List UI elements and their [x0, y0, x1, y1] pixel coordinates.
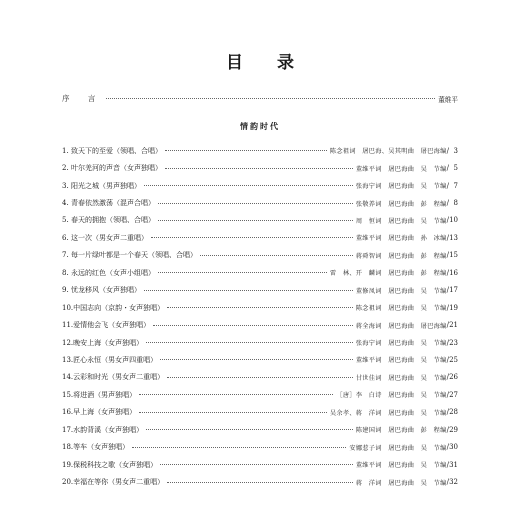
- toc-entry[interactable]: [62, 438, 458, 455]
- page-separator: /: [446, 164, 449, 173]
- toc-entry[interactable]: [62, 386, 458, 403]
- page-title: 目 录: [226, 53, 308, 73]
- entry-page: 3: [453, 146, 458, 155]
- entry-page: 17: [449, 286, 458, 295]
- entry-page: 31: [449, 460, 458, 469]
- entry-number: 11.: [62, 321, 74, 330]
- entry-credits: 董维平词 屠巴海曲 吴 节编: [355, 165, 447, 173]
- dot-leader: [167, 482, 353, 483]
- dot-leader: [200, 255, 353, 256]
- entry-page: 30: [449, 443, 458, 452]
- page-separator: /: [446, 251, 449, 260]
- entry-credits: 张敬养词 屠巴海曲 彭 程编: [355, 200, 447, 208]
- entry-page: 19: [449, 303, 458, 312]
- entry-title: 等车（女声独唱）: [73, 443, 130, 452]
- entry-page: 32: [449, 478, 458, 487]
- entry-title: 水韵背溪（女声独唱）: [73, 425, 144, 434]
- entry-page: 16: [449, 268, 458, 277]
- entry-page: 27: [449, 390, 458, 399]
- entry-credits: 蒋 洋词 屠巴海曲 吴 节编: [355, 479, 447, 487]
- dot-leader: [165, 168, 353, 169]
- entry-number: 18.: [62, 443, 74, 452]
- page-separator: /: [446, 146, 449, 155]
- dot-leader: [106, 98, 435, 99]
- entry-page: 10: [449, 216, 458, 225]
- toc-entry[interactable]: [62, 334, 458, 351]
- dot-leader: [160, 359, 353, 360]
- toc-entry[interactable]: [62, 142, 458, 159]
- toc-entry[interactable]: [62, 212, 458, 229]
- entry-title: 永远的红色（女声小组唱）: [71, 268, 155, 277]
- dot-leader: [144, 185, 353, 186]
- entry-title: 每一片绿叶都是一个春天（领唱、合唱）: [71, 251, 197, 260]
- dot-leader: [139, 412, 327, 413]
- toc-entry[interactable]: [62, 316, 458, 333]
- toc-entry[interactable]: [62, 299, 458, 316]
- page-separator: /: [446, 216, 449, 225]
- toc-entry[interactable]: [62, 456, 458, 473]
- toc-entry[interactable]: [62, 473, 458, 490]
- toc-list: [62, 142, 458, 491]
- entry-credits: 陈念祖词 屠巴海曲 吴 节编: [355, 305, 447, 313]
- entry-title: 爱情他会飞（女声独唱）: [73, 321, 151, 330]
- entry-number: 6.: [62, 233, 69, 242]
- entry-page: 25: [449, 355, 458, 364]
- entry-credits: 雷 林、开 麟词 屠巴海曲 彭 程编: [329, 270, 447, 278]
- page-separator: /: [446, 373, 449, 382]
- page-separator: /: [446, 443, 449, 452]
- page-separator: /: [446, 460, 449, 469]
- toc-entry[interactable]: [62, 247, 458, 264]
- entry-page: 29: [449, 425, 458, 434]
- dot-leader: [158, 203, 353, 204]
- entry-credits: 周 恒词 屠巴海曲 吴 节编: [355, 217, 447, 225]
- page-separator: /: [446, 286, 449, 295]
- entry-title: 早上海（女声独唱）: [73, 408, 137, 417]
- entry-page: 26: [449, 373, 458, 382]
- entry-number: 8.: [62, 268, 69, 277]
- preface-title: 序 言: [62, 94, 104, 103]
- toc-entry[interactable]: [62, 404, 458, 421]
- entry-credits: 董维平词 屠巴海曲 吴 节编: [355, 357, 447, 365]
- entry-number: 4.: [62, 199, 69, 208]
- page-separator: /: [446, 181, 449, 190]
- dot-leader: [158, 220, 353, 221]
- entry-title: 中国志向（京韵・女声独唱）: [73, 303, 165, 312]
- entry-credits: 董修凤词 屠巴海曲 吴 节编: [355, 287, 447, 295]
- entry-number: 12.: [62, 338, 74, 347]
- entry-page: 8: [453, 199, 458, 208]
- entry-number: 1.: [62, 146, 69, 155]
- entry-credits: 陈建国词 屠巴海曲 彭 程编: [355, 427, 447, 435]
- entry-number: 2.: [62, 164, 69, 173]
- entry-credits: 蒋舜智词 屠巴海曲 彭 程编: [355, 252, 447, 260]
- entry-credits: ［唐］李 白诗 屠巴海曲 吴 节编: [336, 392, 447, 400]
- dot-leader: [144, 290, 353, 291]
- section-title: 情韵时代: [240, 121, 280, 131]
- entry-credits: 董维平词 屠巴海曲 孙 冰编: [355, 235, 447, 243]
- entry-number: 15.: [62, 390, 74, 399]
- page-separator: /: [446, 233, 449, 242]
- entry-title: 忧龙移风（女声独唱）: [71, 286, 141, 295]
- entry-credits: 张海宁词 屠巴海曲 吴 节编: [355, 183, 447, 191]
- entry-credits: 甘世佳词 屠巴海曲 吴 节编: [355, 374, 447, 382]
- entry-title: 阳光之城（男声独唱）: [71, 181, 141, 190]
- preface-author: 董维平: [438, 95, 458, 104]
- entry-title: 春天的拥抱（领唱、合唱）: [71, 216, 155, 225]
- entry-title: 致天下的至爱（领唱、合唱）: [71, 146, 162, 155]
- entry-number: 16.: [62, 408, 74, 417]
- dot-leader: [165, 150, 327, 151]
- toc-entry[interactable]: [62, 282, 458, 299]
- entry-page: 23: [449, 338, 458, 347]
- dot-leader: [167, 377, 353, 378]
- entry-number: 19.: [62, 460, 74, 469]
- page-separator: /: [446, 199, 449, 208]
- entry-number: 20.: [62, 478, 74, 487]
- entry-credits: 安娜惹子词 屠巴海曲 吴 节编: [349, 444, 447, 452]
- dot-leader: [167, 307, 353, 308]
- entry-credits: 蒋全海词 屠巴海曲 屠巴海编: [355, 322, 447, 330]
- toc-entry[interactable]: [62, 177, 458, 194]
- toc-entry[interactable]: [62, 421, 458, 438]
- entry-title: 将进酒（男声独唱）: [73, 390, 137, 399]
- entry-credits: 董维平词 屠巴海曲 吴 节编: [355, 462, 447, 470]
- page-separator: /: [446, 268, 449, 277]
- page-separator: /: [446, 390, 449, 399]
- entry-title: 晚安上海（女声独唱）: [73, 338, 144, 347]
- entry-number: 17.: [62, 425, 74, 434]
- entry-page: 13: [449, 233, 458, 242]
- entry-number: 10.: [62, 303, 74, 312]
- page-separator: /: [446, 355, 449, 364]
- entry-page: 15: [449, 251, 458, 260]
- dot-leader: [132, 447, 346, 448]
- page-separator: /: [446, 478, 449, 487]
- toc-entry[interactable]: [62, 194, 458, 211]
- page-separator: /: [446, 408, 449, 417]
- entry-number: 3.: [62, 181, 69, 190]
- entry-number: 13.: [62, 355, 74, 364]
- entry-page: 7: [453, 181, 458, 190]
- entry-page: 21: [449, 321, 458, 330]
- page-separator: /: [446, 425, 449, 434]
- entry-credits: 张海宁词 屠巴海曲 吴 节编: [355, 340, 447, 348]
- entry-title: 这一次（男女声二重唱）: [71, 233, 148, 242]
- dot-leader: [153, 325, 353, 326]
- dot-leader: [151, 237, 353, 238]
- dot-leader: [146, 342, 353, 343]
- toc-entry[interactable]: [62, 159, 458, 176]
- toc-entry[interactable]: [62, 229, 458, 246]
- preface-entry[interactable]: [62, 93, 458, 104]
- entry-number: 9.: [62, 286, 69, 295]
- entry-number: 14.: [62, 373, 74, 382]
- page-separator: /: [446, 321, 449, 330]
- dot-leader: [146, 429, 353, 430]
- dot-leader: [158, 272, 327, 273]
- entry-page: 5: [453, 164, 458, 173]
- entry-title: 叶尔羌河的声音（女声独唱）: [71, 164, 162, 173]
- page-separator: /: [446, 338, 449, 347]
- entry-title: 青春依然激荡（混声合唱）: [71, 199, 155, 208]
- dot-leader: [139, 394, 333, 395]
- entry-title: 保税科技之歌（女声独唱）: [73, 460, 158, 469]
- page-separator: /: [446, 303, 449, 312]
- toc-entry[interactable]: [62, 369, 458, 386]
- entry-credits: 吴余孝、蒋 洋词 屠巴海曲 吴 节编: [329, 409, 447, 417]
- entry-number: 7.: [62, 251, 69, 260]
- entry-title: 云彩和时光（男女声二重唱）: [73, 373, 165, 382]
- entry-credits: 陈念祖词 屠巴海、吴其明曲 屠巴海编: [329, 148, 447, 156]
- entry-title: 幸福在等你（男女声二重唱）: [73, 478, 165, 487]
- toc-entry[interactable]: [62, 264, 458, 281]
- entry-title: 匠心永恒（男女声四重唱）: [73, 355, 158, 364]
- toc-entry[interactable]: [62, 351, 458, 368]
- entry-page: 28: [449, 408, 458, 417]
- entry-number: 5.: [62, 216, 69, 225]
- dot-leader: [160, 464, 353, 465]
